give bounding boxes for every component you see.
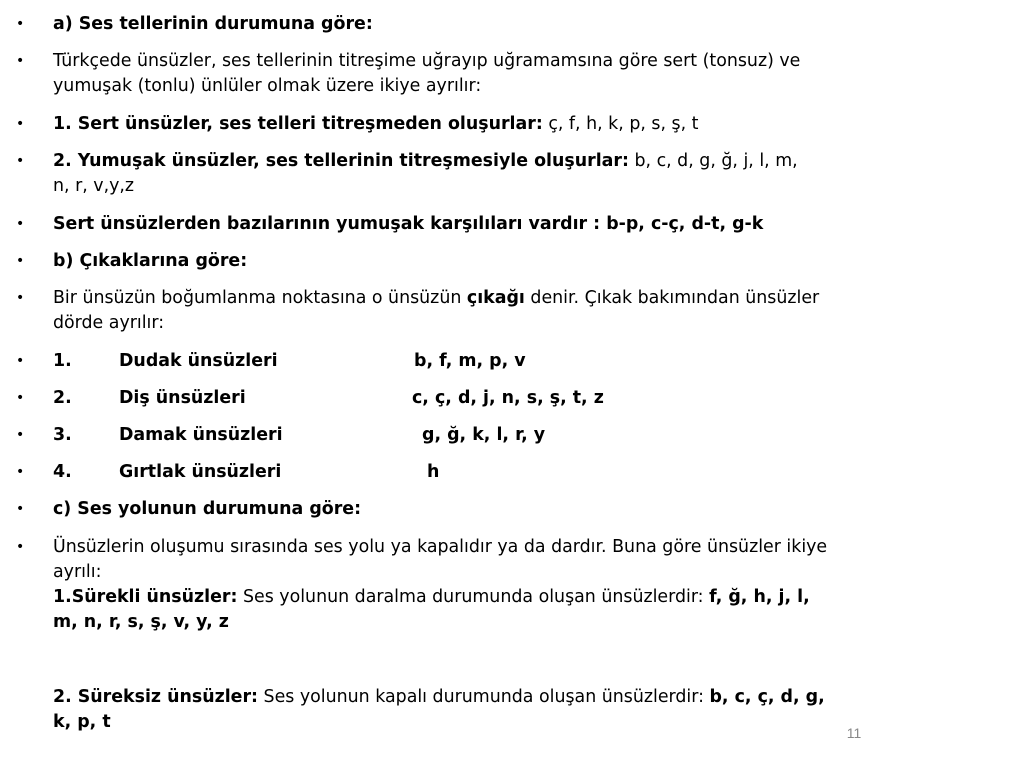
place-row-number: 2. bbox=[53, 388, 72, 408]
place-row bbox=[53, 423, 1013, 448]
page-number: 11 bbox=[846, 725, 862, 741]
place-row bbox=[53, 349, 1013, 374]
place-row-name: Dudak ünsüzleri bbox=[119, 351, 278, 371]
place-row-name: Diş ünsüzleri bbox=[119, 388, 246, 408]
section-b-heading-text: b) Çıkaklarına göre: bbox=[53, 251, 248, 271]
place-row-values: h bbox=[427, 462, 440, 482]
voicing-intro-line1: Türkçede ünsüzler, ses tellerinin titreşime uğrayıp uğramamsına göre sert (tonsuz) ve bbox=[53, 51, 801, 71]
place-row-name: Damak ünsüzleri bbox=[119, 425, 283, 445]
place-row-number: 3. bbox=[53, 425, 72, 445]
continuant-values-line2: m, n, r, s, ş, v, y, z bbox=[53, 612, 229, 632]
spacer bbox=[53, 635, 1013, 685]
place-row bbox=[53, 460, 1013, 485]
voiceless-values: ç, f, h, k, p, s, ş, t bbox=[548, 114, 699, 134]
voicing-pairs-text: Sert ünsüzlerden bazılarının yumuşak karşılıları vardır : b-p, c-ç, d-t, g-k bbox=[53, 214, 764, 234]
voiced-consonants bbox=[53, 149, 1013, 199]
place-intro-after: denir. Çıkak bakımından ünsüzler bbox=[530, 288, 820, 308]
bullet-icon: • bbox=[16, 464, 25, 480]
place-row-number: 4. bbox=[53, 462, 72, 482]
bullet-icon: • bbox=[16, 501, 25, 517]
place-row-name: Gırtlak ünsüzleri bbox=[119, 462, 282, 482]
voiceless-consonants bbox=[53, 112, 1013, 137]
bullet-icon: • bbox=[16, 290, 25, 306]
bullet-icon: • bbox=[16, 539, 25, 555]
manner-intro-line1: Ünsüzlerin oluşumu sırasında ses yolu ya kapalıdır ya da dardır. Buna göre ünsüzler ikiye bbox=[53, 537, 828, 557]
voicing-pairs bbox=[53, 212, 1013, 237]
bullet-icon: • bbox=[16, 427, 25, 443]
voicing-intro bbox=[53, 49, 1013, 99]
section-a-heading bbox=[53, 12, 1013, 37]
place-row-values: b, f, m, p, v bbox=[414, 351, 526, 371]
bullet-icon: • bbox=[16, 253, 25, 269]
place-row-values: g, ğ, k, l, r, y bbox=[422, 425, 546, 445]
place-intro-before: Bir ünsüzün boğumlanma noktasına o ünsüzün bbox=[53, 288, 462, 308]
continuant-label: 1.Sürekli ünsüzler: bbox=[53, 587, 238, 607]
manner-block bbox=[53, 535, 1013, 735]
manner-intro-line2: ayrılı: bbox=[53, 562, 102, 582]
voiced-values-line2: n, r, v,y,z bbox=[53, 176, 135, 196]
voiceless-label: 1. Sert ünsüzler, ses telleri titreşmeden oluşurlar: bbox=[53, 114, 543, 134]
bullet-icon: • bbox=[16, 353, 25, 369]
place-intro bbox=[53, 286, 1013, 336]
continuant-description: Ses yolunun daralma durumunda oluşan ünsüzlerdir: bbox=[242, 587, 704, 607]
section-b-heading bbox=[53, 249, 1013, 274]
stop-label: 2. Süreksiz ünsüzler: bbox=[53, 687, 258, 707]
voiced-label: 2. Yumuşak ünsüzler, ses tellerinin titreşmesiyle oluşurlar: bbox=[53, 151, 629, 171]
stop-description: Ses yolunun kapalı durumunda oluşan ünsüzlerdir: bbox=[263, 687, 704, 707]
place-row bbox=[53, 386, 1013, 411]
bullet-icon: • bbox=[16, 390, 25, 406]
voicing-intro-line2: yumuşak (tonlu) ünlüler olmak üzere ikiye ayrılır: bbox=[53, 76, 482, 96]
bullet-icon: • bbox=[16, 116, 25, 132]
stop-values-line2: k, p, t bbox=[53, 712, 111, 732]
stop-values-line1: b, c, ç, d, g, bbox=[709, 687, 825, 707]
bullet-icon: • bbox=[16, 216, 25, 232]
place-intro-term: çıkağı bbox=[466, 288, 525, 308]
bullet-icon: • bbox=[16, 16, 25, 32]
bullet-icon: • bbox=[16, 53, 25, 69]
place-intro-line2: dörde ayrılır: bbox=[53, 313, 165, 333]
place-row-number: 1. bbox=[53, 351, 72, 371]
section-c-heading-text: c) Ses yolunun durumuna göre: bbox=[53, 499, 362, 519]
section-c-heading bbox=[53, 497, 1013, 522]
continuant-values-line1: f, ğ, h, j, l, bbox=[709, 587, 810, 607]
voiced-values-line1: b, c, d, g, ğ, j, l, m, bbox=[634, 151, 798, 171]
section-a-heading-text: a) Ses tellerinin durumuna göre: bbox=[53, 14, 373, 34]
bullet-icon: • bbox=[16, 153, 25, 169]
place-row-values: c, ç, d, j, n, s, ş, t, z bbox=[412, 388, 604, 408]
